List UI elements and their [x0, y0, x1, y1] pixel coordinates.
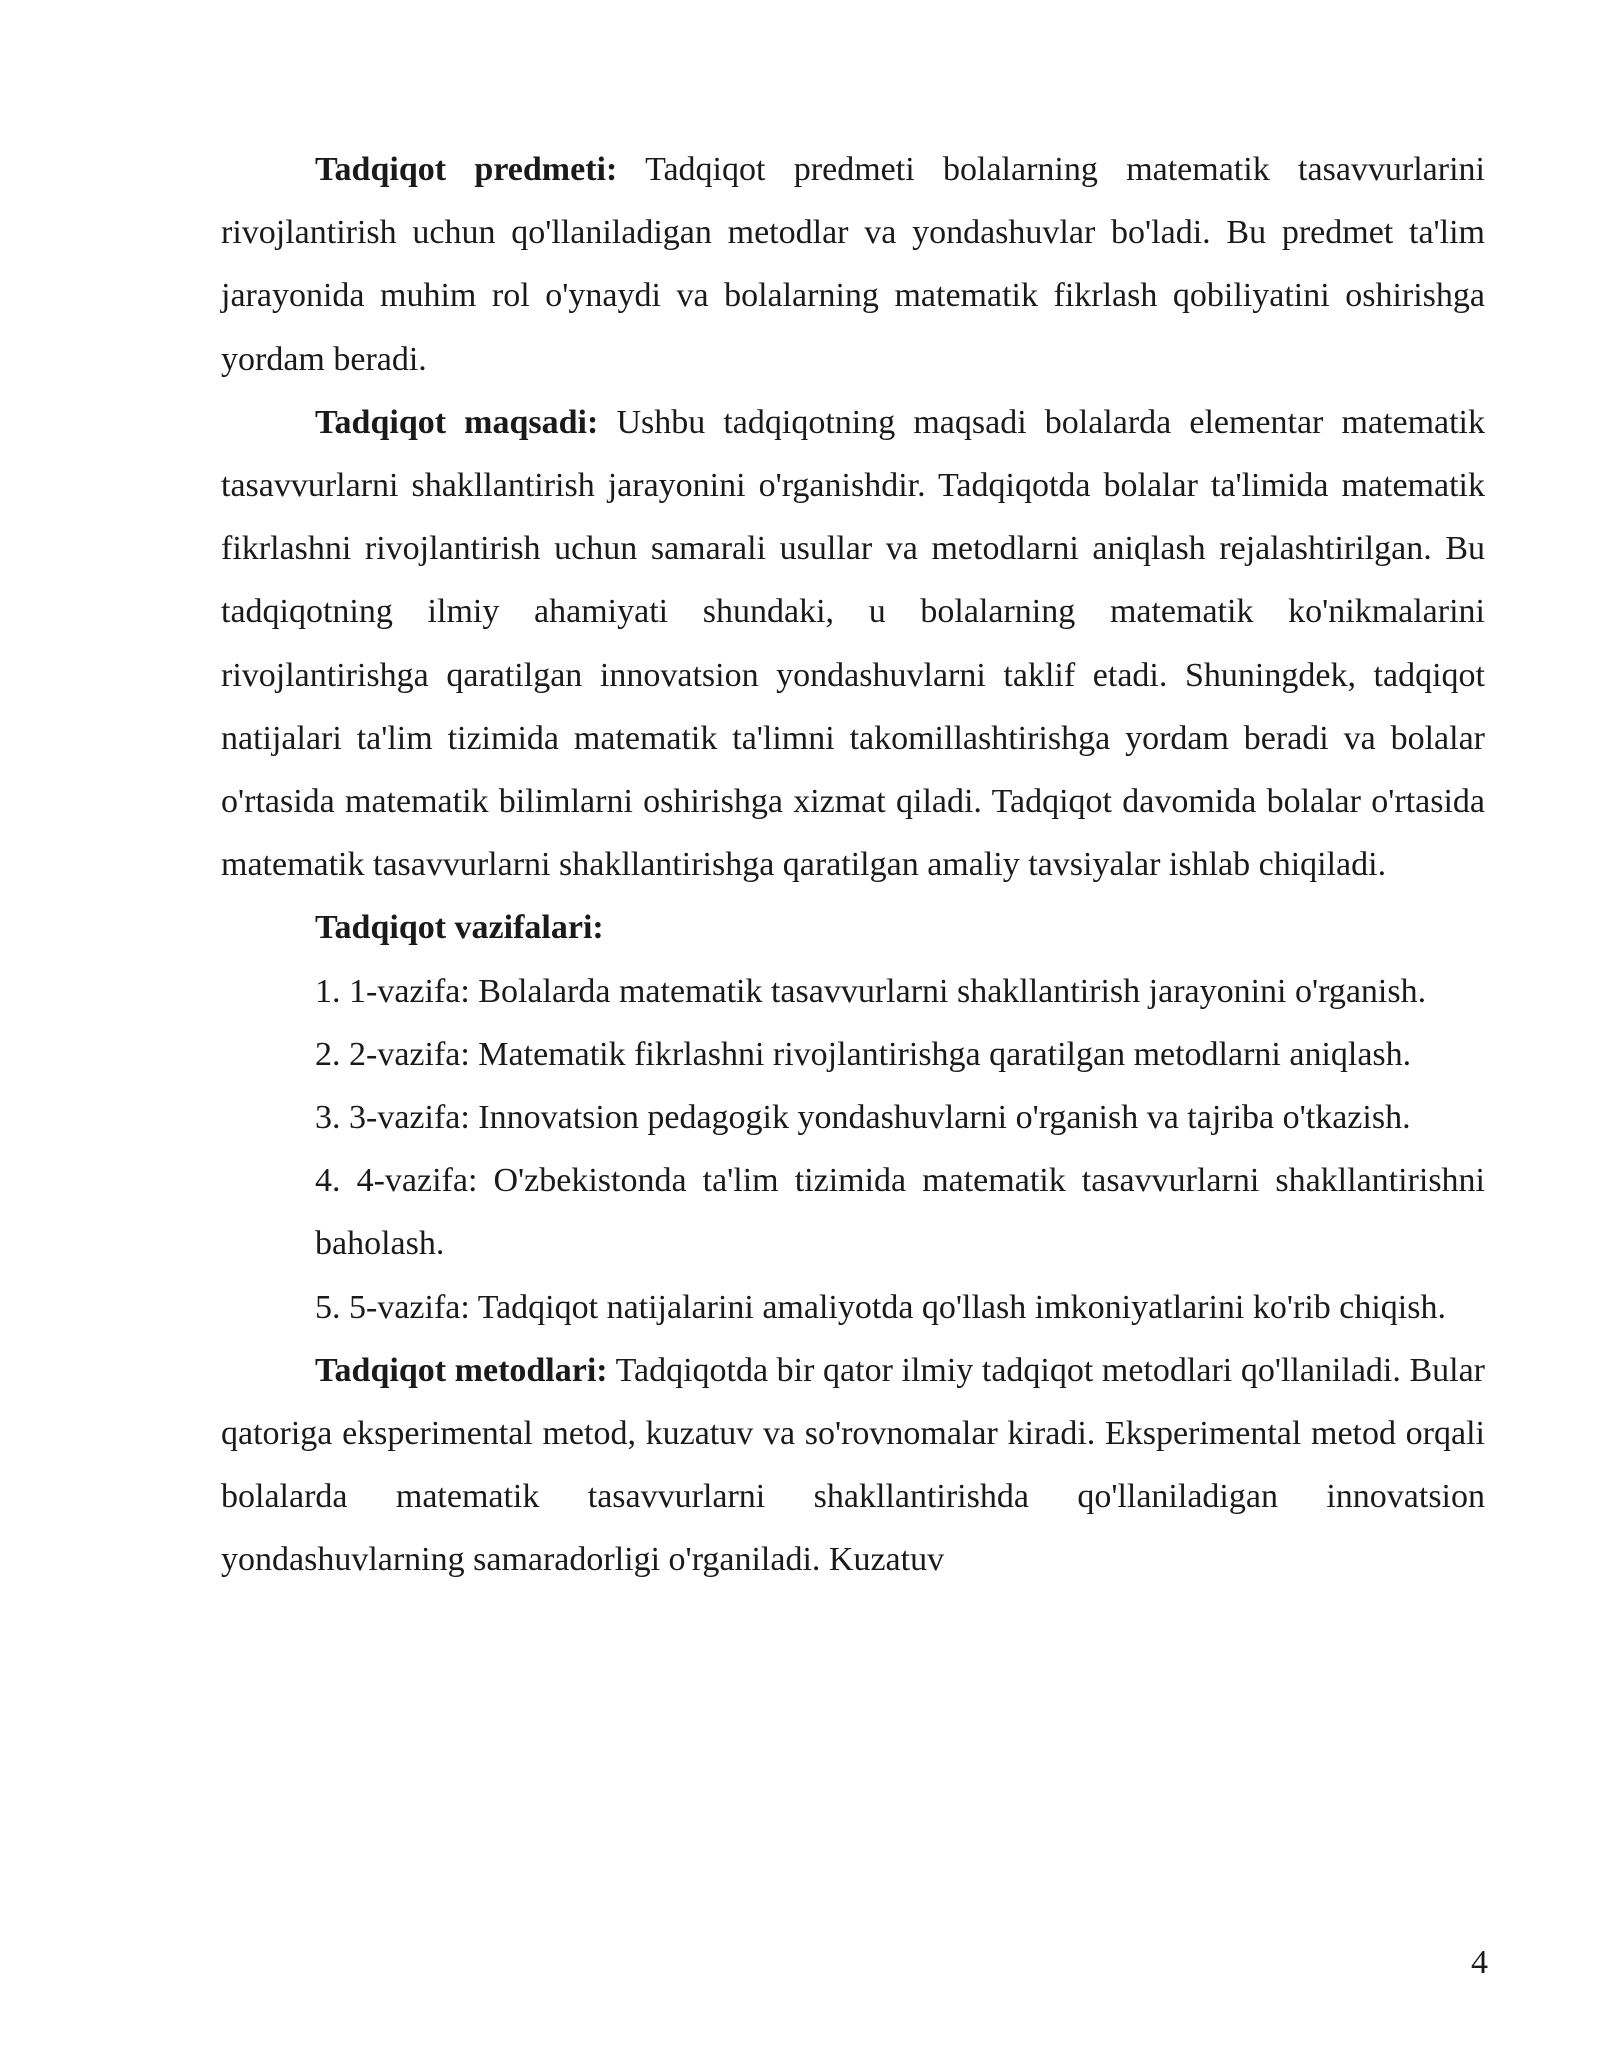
paragraph-goal-text: Ushbu tadqiqotning maqsadi bolalarda elementar matematik tasavvurlarni shakllantirish jarayonini o'rganishdir. Tadqiqotda bolalar ta'limida matematik fikrlashni rivojlantirish uchun samarali usullar va metodlarni aniqlash rejalashtirilgan. Bu tadqiqotning ilmiy ahamiyati shundaki, u bolalarning matematik ko'nikmalarini rivojlantirishga qaratilgan innovatsion yondashuvlarni taklif etadi. Shuningdek, tadqiqot natijalari ta'lim tizimida matematik ta'limni takomillashtirishga yordam beradi va bolalar o'rtasida matematik bilimlarni oshirishga xizmat qiladi. Tadqiqot davomida bolalar o'rtasida matematik tasavvurlarni shakllantirishga qaratilgan amaliy tavsiyalar ishlab chiqiladi.: [221, 403, 1486, 884]
paragraph-subject-text: Tadqiqot predmeti bolalarning matematik tasavvurlarini rivojlantirish uchun qo'llaniladigan metodlar va yondashuvlar bo'ladi. Bu predmet ta'lim jarayonida muhim rol o'ynaydi va bolalarning matematik fikrlash qobiliyatini oshirishga yordam beradi.: [221, 151, 1485, 378]
list-item: 2. 2-vazifa: Matematik fikrlashni rivojlantirishga qaratilgan metodlarni aniqlash.: [315, 1035, 1412, 1073]
page-number: 4: [1471, 1944, 1488, 1981]
paragraph-goal-label: Tadqiqot maqsadi:: [315, 403, 599, 441]
tasks-list: [221, 960, 1485, 1339]
page-body: [221, 138, 1485, 1592]
paragraph-methods: [221, 1339, 1485, 1592]
paragraph-goal: [221, 391, 1485, 897]
list-item: 5. 5-vazifa: Tadqiqot natijalarini amaliyotda qo'llash imkoniyatlarini ko'rib chiqish.: [315, 1288, 1446, 1326]
tasks-heading: Tadqiqot vazifalari:: [315, 909, 604, 947]
list-item: 4. 4-vazifa: O'zbekistonda ta'lim tizimida matematik tasavvurlarni shakllantirishni baholash.: [315, 1162, 1485, 1263]
list-item: 3. 3-vazifa: Innovatsion pedagogik yondashuvlarni o'rganish va tajriba o'tkazish.: [315, 1099, 1411, 1137]
paragraph-methods-label: Tadqiqot metodlari:: [315, 1351, 608, 1389]
paragraph-subject: [221, 138, 1485, 391]
paragraph-subject-label: Tadqiqot predmeti:: [315, 151, 618, 188]
list-item: 1. 1-vazifa: Bolalarda matematik tasavvurlarni shakllantirish jarayonini o'rganish.: [315, 972, 1427, 1010]
paragraph-methods-text: Tadqiqotda bir qator ilmiy tadqiqot metodlari qo'llaniladi. Bular qatoriga eksperimental metod, kuzatuv va so'rovnomalar kiradi. Eksperimental metod orqali bolalarda matematik tasavvurlarni shakllantirishda qo'llaniladigan innovatsion yondashuvlarning samaradorligi o'rganiladi. Kuzatuv: [221, 1351, 1485, 1579]
